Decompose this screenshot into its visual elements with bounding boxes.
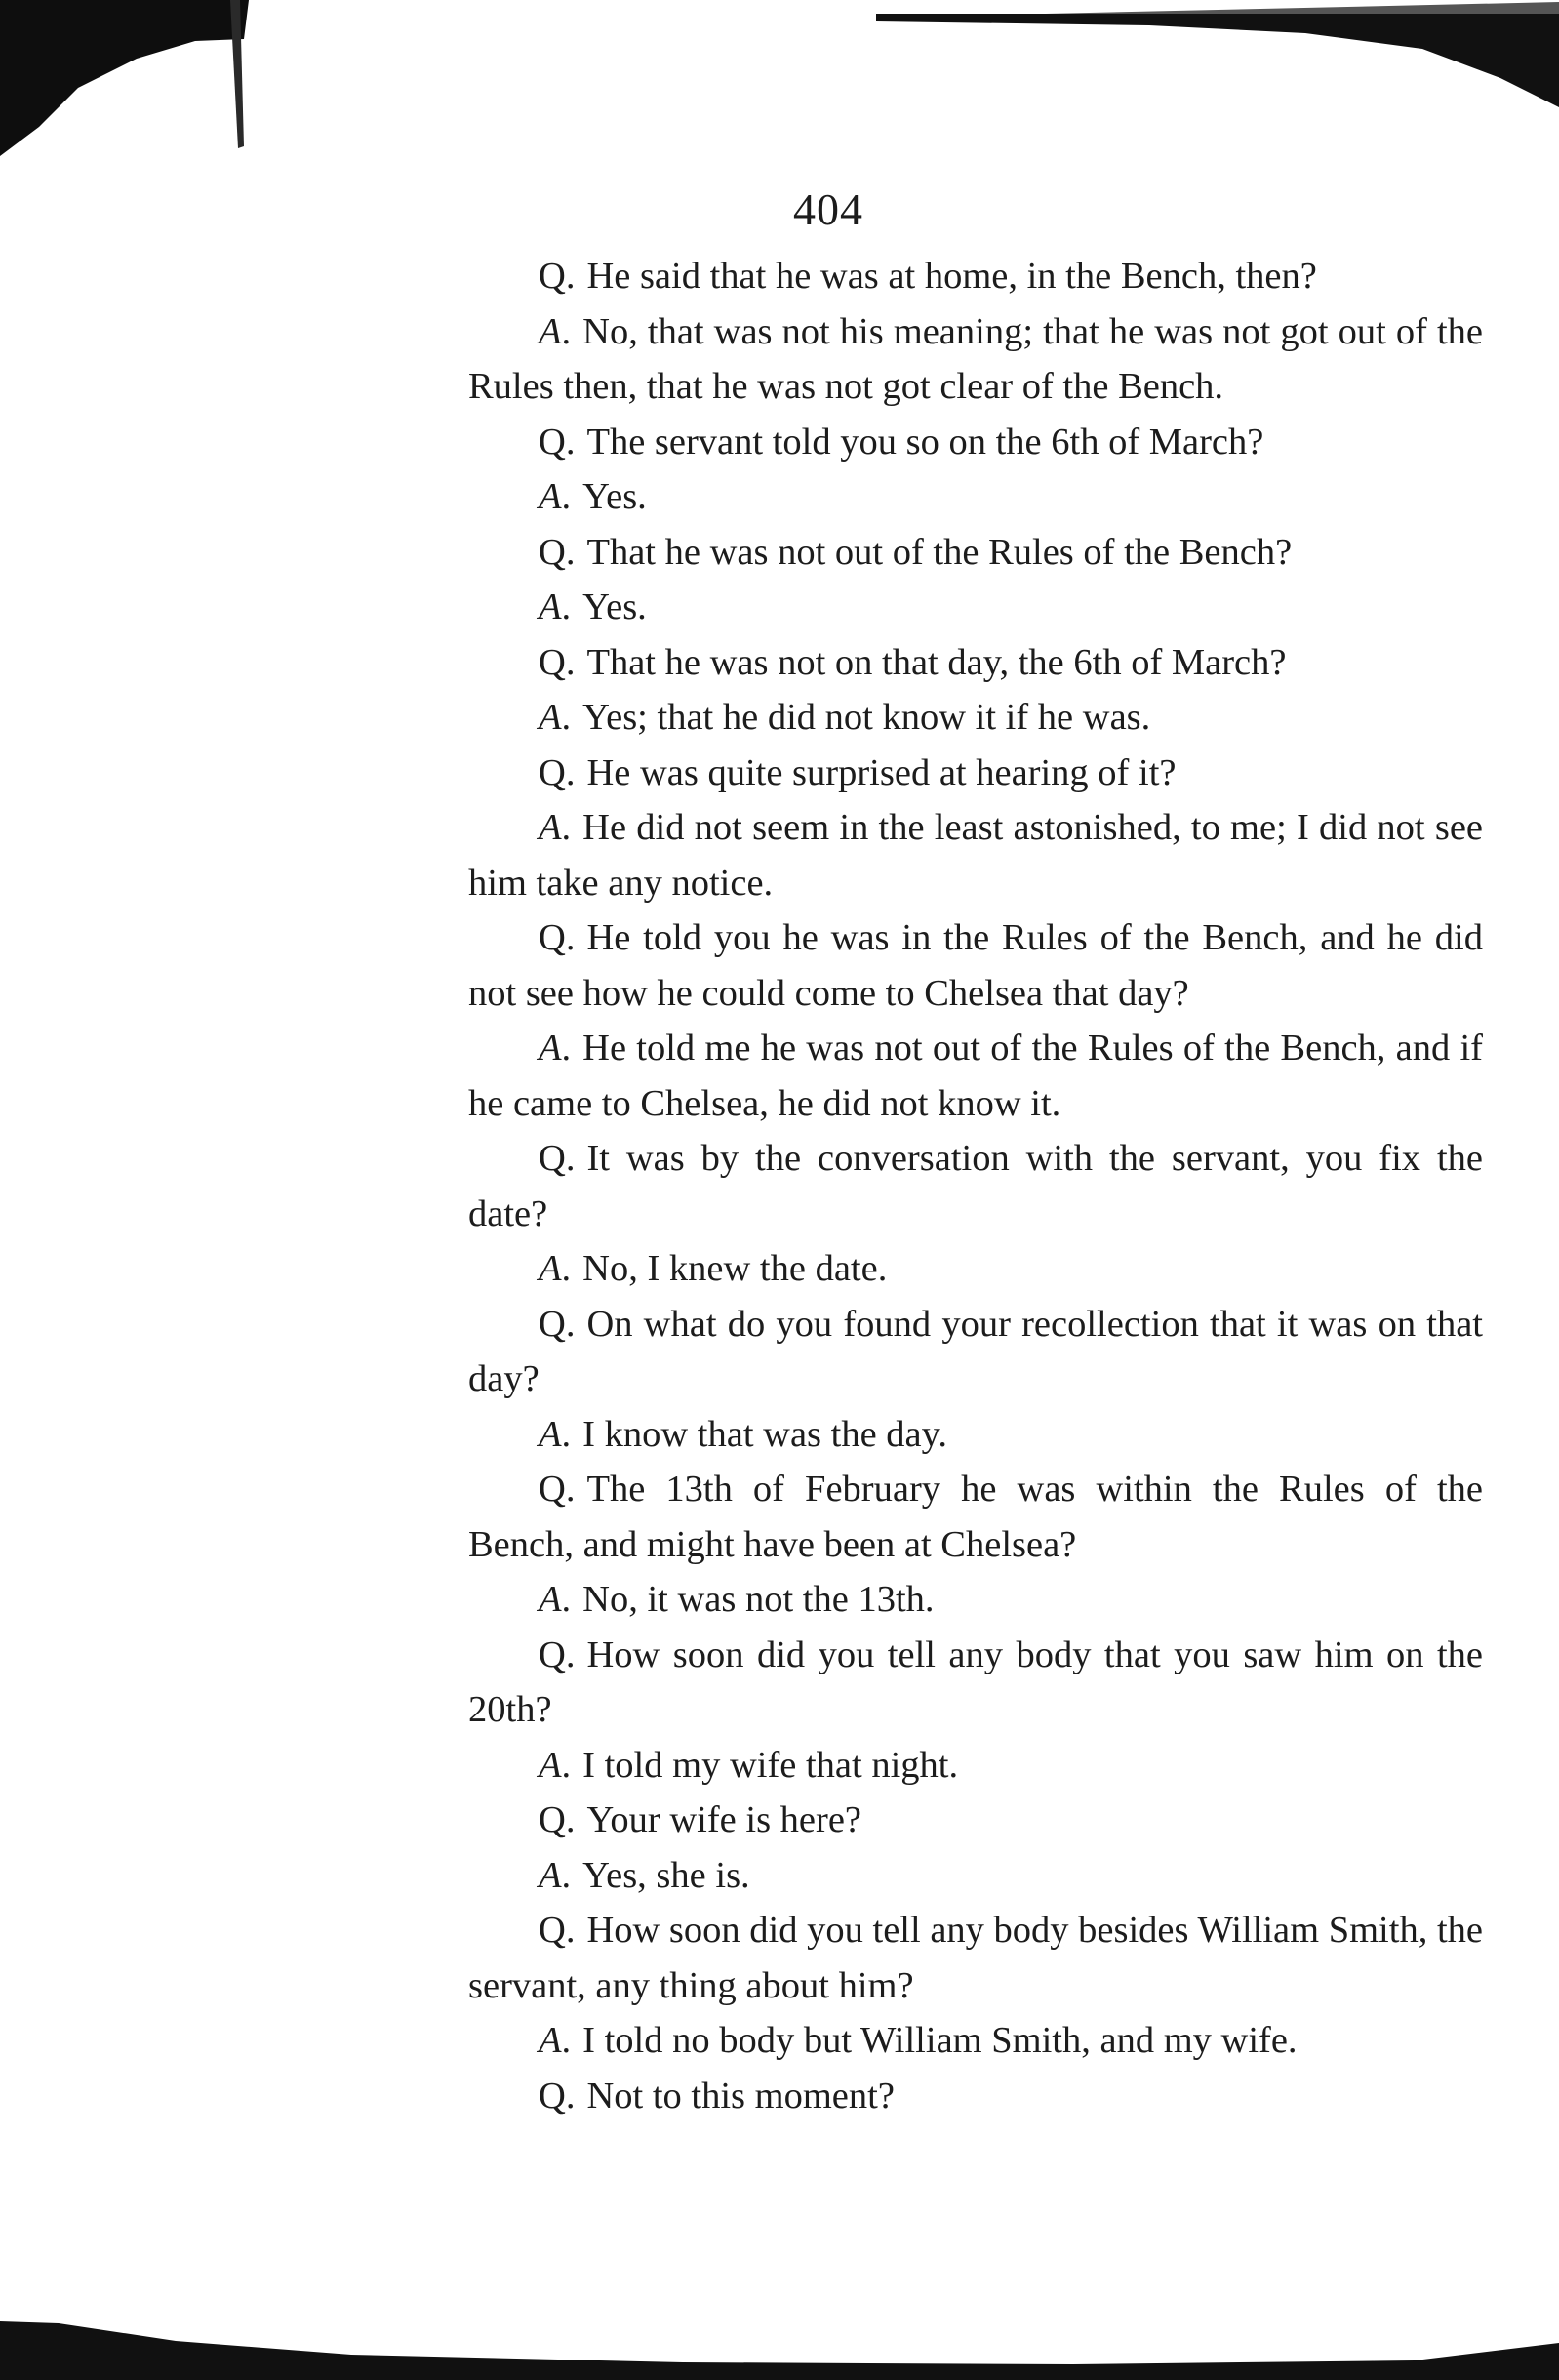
speaker-label: A — [539, 310, 562, 352]
speaker-label: Q — [539, 2075, 566, 2117]
dialogue-text-line: He told you he was in the Rules of the Bench, and he did not see how he could come to Chelsea that day? — [468, 917, 1483, 1014]
dialogue-text-line: Your wife is here? — [586, 1799, 862, 1840]
speaker-label: A — [539, 1579, 562, 1620]
dialogue-text-line: Yes, she is. — [582, 1854, 750, 1896]
speaker-label: Q — [539, 531, 566, 573]
dialogue-text-line: No, it was not the 13th. — [582, 1579, 935, 1620]
speaker-label: Q — [539, 421, 566, 463]
answer-line: A. Yes; that he did not know it if he was. — [539, 697, 1151, 738]
dialogue-text-line: No, I knew the date. — [582, 1248, 888, 1289]
answer-line: A. I told my wife that night. — [539, 1744, 959, 1786]
dialogue-text-line: How soon did you tell any body besides William Smith, the servant, any thing about him? — [468, 1910, 1483, 2006]
speaker-label: A — [539, 1744, 562, 1786]
answer-line: A. Yes, she is. — [539, 1854, 750, 1896]
speaker-label: A — [539, 697, 562, 738]
scan-edge-shadow — [876, 0, 1559, 107]
dialogue-text-line: On what do you found your recollection that it was on that day? — [468, 1303, 1483, 1399]
dialogue-text-line: That he was not out of the Rules of the Bench? — [586, 531, 1293, 573]
dialogue-text-line: I told no body but William Smith, and my wife. — [582, 2020, 1298, 2061]
question-line: Q. Your wife is here? — [539, 1799, 862, 1840]
speaker-label: Q — [539, 1634, 566, 1675]
question-line: Q. He was quite surprised at hearing of it? — [539, 751, 1177, 793]
question-line: Q. He said that he was at home, in the Bench, then? — [539, 256, 1317, 297]
dialogue-text-line: Not to this moment? — [586, 2075, 895, 2117]
dialogue-text-line: The servant told you so on the 6th of March? — [586, 421, 1264, 463]
speaker-label: Q — [539, 1469, 566, 1510]
answer-line: A. No, it was not the 13th. — [539, 1579, 935, 1620]
question-line: Q. The servant told you so on the 6th of March? — [539, 421, 1264, 463]
dialogue-text-line: I told my wife that night. — [582, 1744, 959, 1786]
speaker-label: Q — [539, 1303, 566, 1345]
speaker-label: Q — [539, 1910, 566, 1951]
dialogue-text-line: Yes. — [582, 476, 647, 517]
answer-line: A. No, that was not his meaning; that he was not got out of the Rules then, that he was not got clear of the Bench. — [468, 310, 1483, 407]
question-line: Q. How soon did you tell any body that you saw him on the 20th? — [468, 1634, 1483, 1730]
dialogue-text-line: He was quite surprised at hearing of it? — [586, 751, 1177, 793]
page-number: 404 — [793, 184, 863, 234]
dialogue-text-line: It was by the conversation with the servant, you fix the date? — [468, 1138, 1483, 1234]
answer-line: A. I know that was the day. — [539, 1413, 948, 1455]
answer-line: A. He told me he was not out of the Rules of the Bench, and if he came to Chelsea, he did not know it. — [468, 1028, 1483, 1124]
dialogue-text-line: Yes. — [582, 586, 647, 627]
speaker-label: A — [539, 1028, 562, 1069]
speaker-label: Q — [539, 751, 566, 793]
dialogue-text-line: He did not seem in the least astonished, to me; I did not see him take any notice. — [468, 807, 1483, 904]
answer-line: A. Yes. — [539, 476, 647, 517]
scan-edge-shadow — [0, 2312, 1559, 2380]
question-line: Q. Not to this moment? — [539, 2075, 895, 2117]
dialogue-text-line: No, that was not his meaning; that he was not got out of the Rules then, that he was not got clear of the Bench. — [468, 310, 1483, 407]
speaker-label: A — [539, 2020, 562, 2061]
speaker-label: A — [539, 807, 562, 848]
speaker-label: Q — [539, 1138, 566, 1179]
scan-edge-shadow — [0, 0, 254, 156]
question-line: Q. It was by the conversation with the servant, you fix the date? — [468, 1138, 1483, 1234]
dialogue-text-line: How soon did you tell any body that you saw him on the 20th? — [468, 1634, 1483, 1730]
dialogue-text-line: He told me he was not out of the Rules of the Bench, and if he came to Chelsea, he did not know it. — [468, 1028, 1483, 1124]
answer-line: A. He did not seem in the least astonished, to me; I did not see him take any notice. — [468, 807, 1483, 904]
answer-line: A. I told no body but William Smith, and my wife. — [539, 2020, 1298, 2061]
speaker-label: Q — [539, 641, 566, 683]
question-line: Q. How soon did you tell any body besides William Smith, the servant, any thing about him? — [468, 1910, 1483, 2006]
dialogue-text-line: That he was not on that day, the 6th of March? — [586, 641, 1287, 683]
speaker-label: A — [539, 1413, 562, 1455]
question-line: Q. On what do you found your recollection that it was on that day? — [468, 1303, 1483, 1399]
question-line: Q. That he was not on that day, the 6th of March? — [539, 641, 1287, 683]
dialogue-text-line: I know that was the day. — [582, 1413, 948, 1455]
question-line: Q. The 13th of February he was within the Rules of the Bench, and might have been at Chelsea? — [468, 1469, 1483, 1565]
question-line: Q. That he was not out of the Rules of the Bench? — [539, 531, 1293, 573]
question-line: Q. He told you he was in the Rules of the Bench, and he did not see how he could come to Chelsea that day? — [468, 917, 1483, 1014]
speaker-label: A — [539, 476, 562, 517]
dialogue-text — [468, 249, 1483, 2123]
speaker-label: A — [539, 586, 562, 627]
answer-line: A. Yes. — [539, 586, 647, 627]
speaker-label: Q — [539, 917, 566, 958]
speaker-label: Q — [539, 256, 566, 297]
dialogue-text-line: Yes; that he did not know it if he was. — [582, 697, 1151, 738]
dialogue-text-line: The 13th of February he was within the Rules of the Bench, and might have been at Chelsea? — [468, 1469, 1483, 1565]
speaker-label: A — [539, 1248, 562, 1289]
dialogue-text-line: He said that he was at home, in the Bench, then? — [586, 256, 1317, 297]
speaker-label: A — [539, 1854, 562, 1896]
speaker-label: Q — [539, 1799, 566, 1840]
answer-line: A. No, I knew the date. — [539, 1248, 888, 1289]
